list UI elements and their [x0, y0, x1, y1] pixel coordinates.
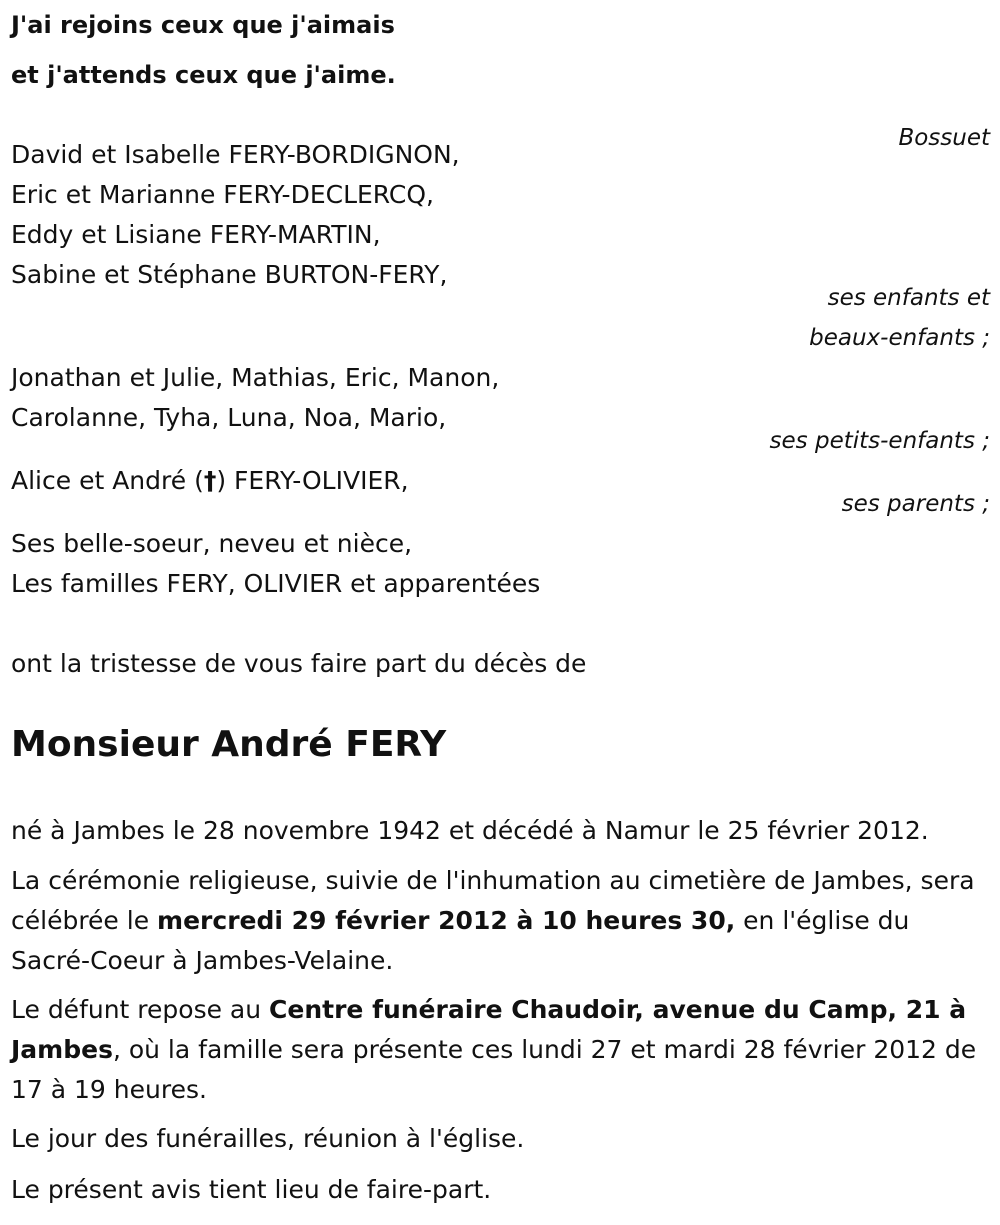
child-name: David et Isabelle FERY-BORDIGNON,	[11, 140, 460, 169]
deceased-name: Monsieur André FERY	[11, 724, 447, 765]
parents-name-after: ) FERY-OLIVIER,	[216, 466, 409, 495]
notice-paragraph: Le présent avis tient lieu de faire-part.	[11, 1175, 492, 1204]
grandchild-name: Jonathan et Julie, Mathias, Eric, Manon,	[11, 363, 500, 392]
parents-name	[11, 466, 409, 496]
repose-paragraph	[11, 990, 986, 1110]
quote-author: Bossuet	[898, 125, 990, 151]
repose-text-after: , où la famille sera présente ces lundi 27 et mardi 28 février 2012 de 17 à 19 heures.	[11, 1035, 977, 1104]
parents-role: ses parents ;	[841, 491, 990, 517]
cross-icon: †	[203, 466, 217, 495]
repose-text-before: Le défunt repose au	[11, 995, 270, 1024]
funeral-day-paragraph: Le jour des funérailles, réunion à l'église.	[11, 1124, 525, 1153]
family-line-1: Ses belle-soeur, neveu et nièce,	[11, 529, 413, 558]
grandchild-name: Carolanne, Tyha, Luna, Noa, Mario,	[11, 403, 447, 432]
ceremony-text-after: en l'église du Sacré-Coeur à Jambes-Velaine.	[11, 906, 910, 975]
ceremony-text-before: La cérémonie religieuse, suivie de l'inhumation au cimetière de Jambes, sera célébrée le	[11, 866, 975, 935]
child-name: Sabine et Stéphane BURTON-FERY,	[11, 260, 448, 289]
birth-death-paragraph: né à Jambes le 28 novembre 1942 et décédé à Namur le 25 février 2012.	[11, 816, 929, 845]
grandchildren-role: ses petits-enfants ;	[769, 428, 990, 454]
parents-name-before: Alice et André (	[11, 466, 204, 495]
children-role-line-2: beaux-enfants ;	[809, 325, 990, 351]
quote-line-2: et j'attends ceux que j'aime.	[11, 61, 396, 89]
children-role-line-1: ses enfants et	[827, 285, 990, 311]
ceremony-date: mercredi 29 février 2012 à 10 heures 30,	[157, 906, 736, 935]
family-line-2: Les familles FERY, OLIVIER et apparentées	[11, 569, 541, 598]
quote-line-1: J'ai rejoins ceux que j'aimais	[11, 11, 395, 39]
repose-location: Centre funéraire Chaudoir, avenue du Camp, 21 à Jambes	[11, 995, 967, 1064]
announcement: ont la tristesse de vous faire part du décès de	[11, 649, 587, 678]
ceremony-paragraph	[11, 861, 986, 981]
child-name: Eric et Marianne FERY-DECLERCQ,	[11, 180, 434, 209]
child-name: Eddy et Lisiane FERY-MARTIN,	[11, 220, 381, 249]
